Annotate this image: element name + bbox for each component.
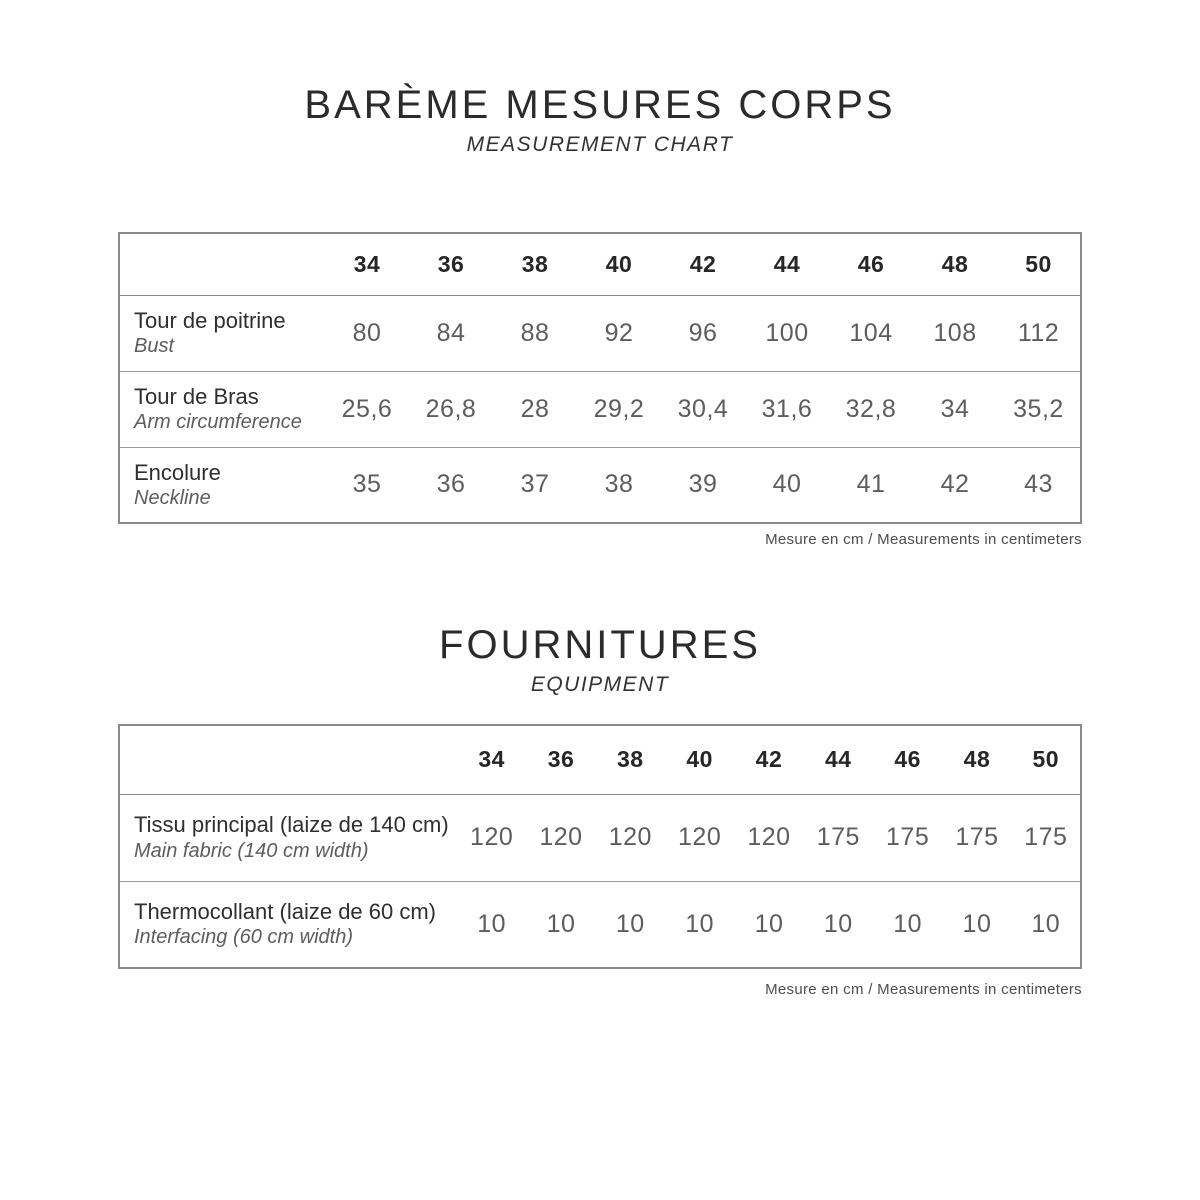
size-column-header: 34 [325, 233, 409, 295]
size-column-header: 36 [409, 233, 493, 295]
measurement-value: 40 [745, 447, 829, 523]
section2-header [0, 624, 1200, 697]
quantity-value: 120 [470, 823, 514, 851]
measurement-value: 38 [577, 447, 661, 523]
measurement-value: 26,8 [409, 371, 493, 447]
quantity-value: 10 [665, 881, 734, 968]
size-column-header: 40 [577, 233, 661, 295]
size-column-header: 36 [526, 725, 595, 794]
measurement-value: 84 [436, 318, 466, 347]
size-column-header: 44 [745, 233, 829, 295]
size-column-header: 48 [913, 233, 997, 295]
row-label [119, 447, 325, 523]
table-row-main-fabric [119, 794, 1081, 881]
units-caption: Mesure en cm / Measurements in centimeters [765, 531, 1082, 548]
measurement-value: 37 [493, 447, 577, 523]
quantity-value: 10 [596, 881, 665, 968]
measurement-value: 25,6 [325, 371, 409, 447]
section2-subtitle: EQUIPMENT [530, 673, 670, 696]
size-column-header: 34 [457, 725, 526, 794]
measurement-value: 30,4 [661, 371, 745, 447]
size-column-header: 46 [873, 725, 942, 794]
quantity-value: 175 [816, 823, 860, 851]
measurement-value: 96 [688, 318, 718, 347]
units-caption: Mesure en cm / Measurements in centimeters [765, 981, 1082, 998]
measurement-value: 36 [409, 447, 493, 523]
size-column-header: 44 [804, 725, 873, 794]
size-column-header: 48 [942, 725, 1011, 794]
measurement-table [118, 232, 1082, 524]
row-label-en: Arm circumference [134, 411, 302, 434]
corner-cell [119, 233, 325, 295]
measurement-value: 88 [520, 318, 550, 347]
section1-header [0, 84, 1200, 157]
measurement-value: 108 [933, 318, 977, 347]
quantity-value: 10 [526, 881, 595, 968]
measurement-value: 35 [325, 447, 409, 523]
size-header-row [119, 725, 1081, 794]
row-label-en: Neckline [134, 486, 211, 509]
measurement-value: 80 [352, 318, 382, 347]
row-label-en: Bust [134, 335, 175, 358]
measurement-value: 28 [493, 371, 577, 447]
size-column-header: 50 [1012, 725, 1081, 794]
measurement-value: 29,2 [577, 371, 661, 447]
size-column-header: 40 [665, 725, 734, 794]
quantity-value: 10 [734, 881, 803, 968]
measurement-value: 35,2 [997, 371, 1081, 447]
measurement-value: 43 [997, 447, 1081, 523]
corner-cell [119, 725, 457, 794]
measurement-value: 92 [604, 318, 634, 347]
table-row-bust [119, 295, 1081, 371]
quantity-value: 120 [678, 823, 722, 851]
size-column-header: 42 [734, 725, 803, 794]
quantity-value: 120 [747, 823, 791, 851]
row-label-fr: Tour de poitrine [134, 307, 286, 333]
row-label-fr: Tissu principal (laize de 140 cm) [134, 812, 449, 838]
size-column-header: 50 [997, 233, 1081, 295]
row-label [119, 371, 325, 447]
size-column-header: 38 [493, 233, 577, 295]
measurement-value: 34 [913, 371, 997, 447]
quantity-value: 175 [955, 823, 999, 851]
size-column-header: 46 [829, 233, 913, 295]
measurement-value: 42 [913, 447, 997, 523]
section1-title: BARÈME MESURES CORPS [304, 83, 896, 127]
quantity-value: 10 [942, 881, 1011, 968]
size-column-header: 38 [596, 725, 665, 794]
measurement-value: 104 [849, 318, 893, 347]
section1-subtitle: MEASUREMENT CHART [466, 133, 734, 156]
row-label-en: Interfacing (60 cm width) [134, 926, 353, 949]
row-label-fr: Encolure [134, 459, 221, 485]
size-header-row [119, 233, 1081, 295]
row-label-fr: Thermocollant (laize de 60 cm) [134, 899, 437, 925]
measurement-value: 32,8 [829, 371, 913, 447]
row-label-en: Main fabric (140 cm width) [134, 839, 369, 862]
quantity-value: 10 [1012, 881, 1081, 968]
section2-title: FOURNITURES [439, 623, 761, 667]
quantity-value: 175 [1024, 823, 1068, 851]
equipment-table [118, 724, 1082, 969]
table-row-neckline [119, 447, 1081, 523]
row-label [119, 881, 457, 968]
row-label [119, 295, 325, 371]
table-row-arm [119, 371, 1081, 447]
measurement-value: 100 [765, 318, 809, 347]
measurement-value: 31,6 [745, 371, 829, 447]
measurement-value: 39 [661, 447, 745, 523]
table-row-interfacing [119, 881, 1081, 968]
quantity-value: 10 [873, 881, 942, 968]
row-label-fr: Tour de Bras [134, 383, 259, 409]
measurement-value: 41 [829, 447, 913, 523]
quantity-value: 175 [886, 823, 930, 851]
size-column-header: 42 [661, 233, 745, 295]
measurement-value: 112 [1017, 318, 1060, 347]
quantity-value: 120 [608, 823, 652, 851]
quantity-value: 10 [457, 881, 526, 968]
row-label [119, 794, 457, 881]
quantity-value: 120 [539, 823, 583, 851]
quantity-value: 10 [804, 881, 873, 968]
